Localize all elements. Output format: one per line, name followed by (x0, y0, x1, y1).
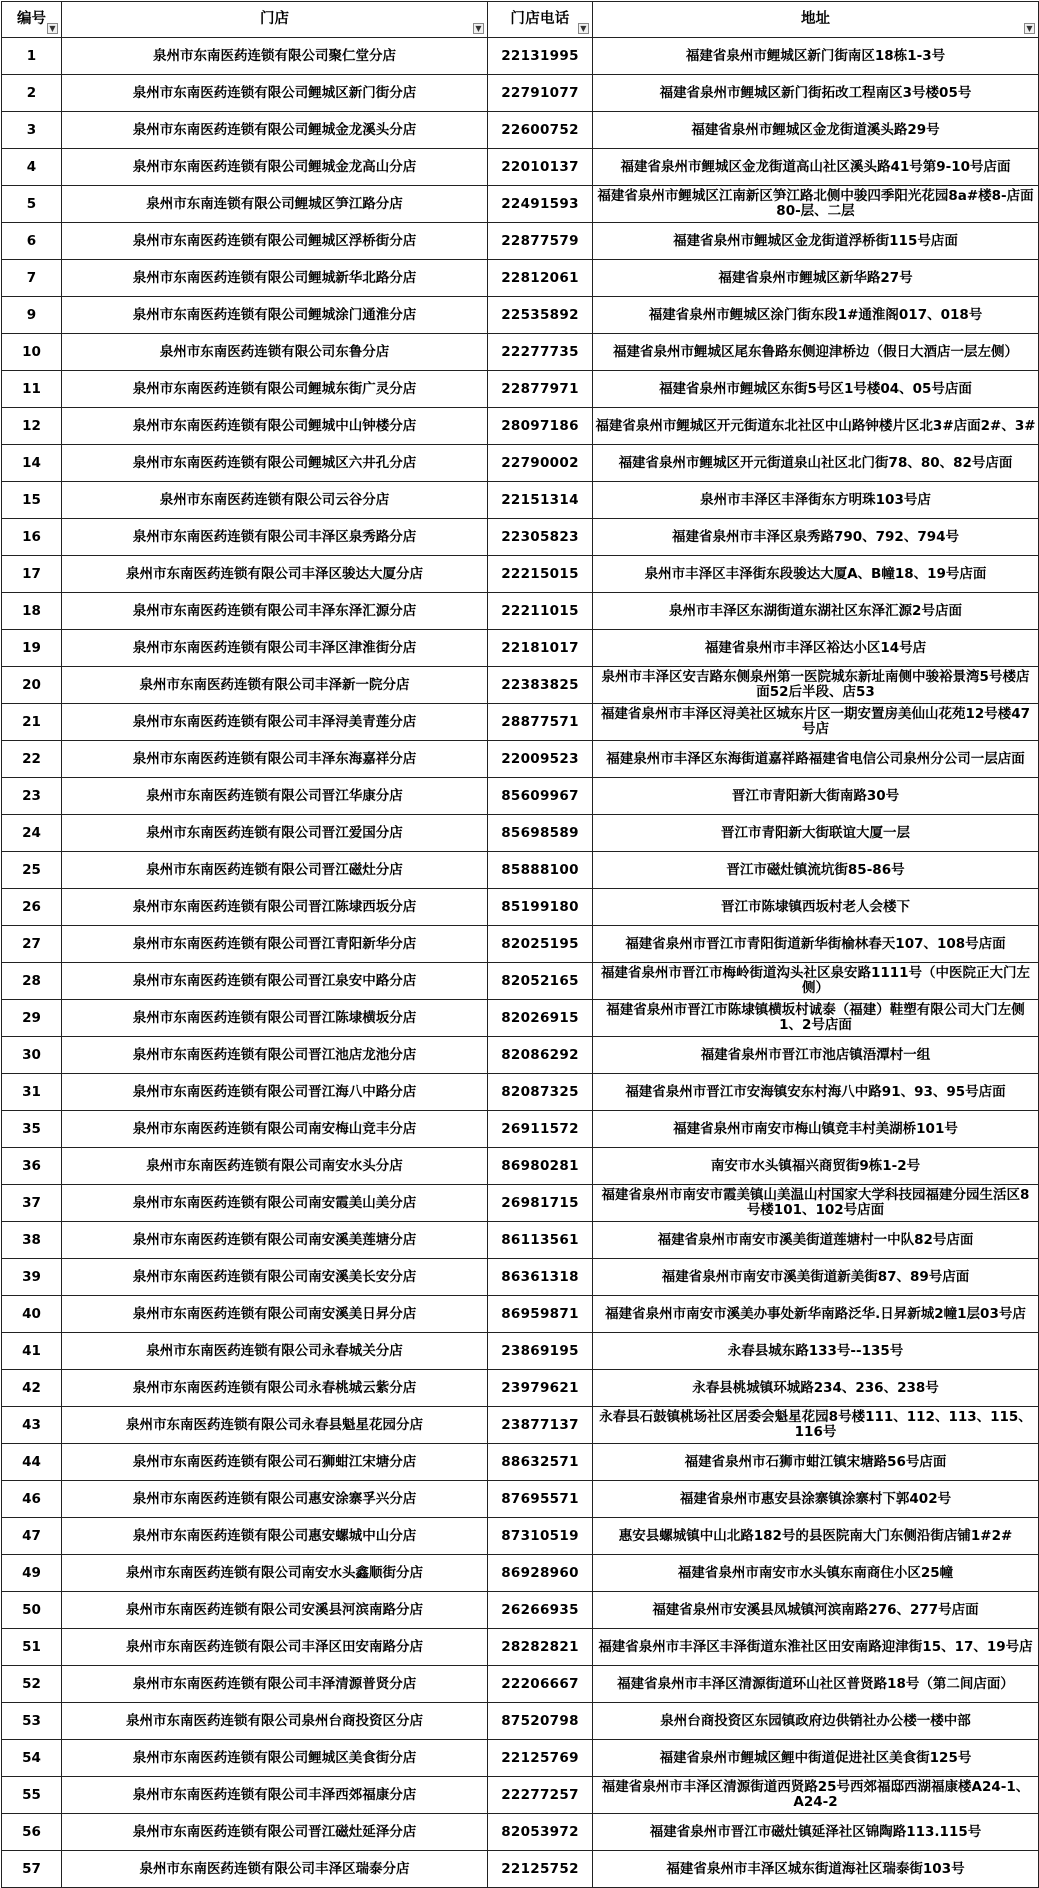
cell-no[interactable]: 24 (2, 815, 62, 852)
column-header-store-label: 门店 (260, 11, 289, 27)
table-row[interactable] (2, 149, 1039, 186)
table-row[interactable] (2, 75, 1039, 112)
cell-no[interactable]: 4 (2, 149, 62, 186)
cell-address[interactable]: 福建省泉州市鲤城区新门街拓改工程南区3号楼05号 (593, 75, 1039, 112)
cell-no[interactable]: 1 (2, 38, 62, 75)
table-row[interactable] (2, 38, 1039, 75)
cell-no[interactable]: 46 (2, 1481, 62, 1518)
cell-phone[interactable]: 26266935 (488, 1592, 593, 1629)
table-row[interactable] (2, 112, 1039, 149)
table-row[interactable] (2, 1518, 1039, 1555)
cell-address[interactable]: 泉州市丰泽区东湖街道东湖社区东泽汇源2号店面 (593, 593, 1039, 630)
table-row[interactable] (2, 1000, 1039, 1037)
cell-store[interactable]: 泉州市东南医药连锁有限公司鲤城金龙高山分店 (62, 149, 488, 186)
cell-store[interactable]: 泉州市东南医药连锁有限公司南安霞美山美分店 (62, 1185, 488, 1222)
table-row[interactable] (2, 1555, 1039, 1592)
cell-address[interactable]: 福建省泉州市丰泽区清源街道西贤路25号西郊福邸西湖福康楼A24-1、A24-2 (593, 1777, 1039, 1814)
cell-phone[interactable]: 82086292 (488, 1037, 593, 1074)
cell-phone[interactable]: 22383825 (488, 667, 593, 704)
cell-store[interactable]: 泉州市东南医药连锁有限公司晋江泉安中路分店 (62, 963, 488, 1000)
table-row[interactable] (2, 815, 1039, 852)
cell-address[interactable]: 永春县桃城镇环城路234、236、238号 (593, 1370, 1039, 1407)
cell-store[interactable]: 泉州市东南医药连锁有限公司南安水头鑫顺街分店 (62, 1555, 488, 1592)
cell-no[interactable]: 22 (2, 741, 62, 778)
cell-no[interactable]: 15 (2, 482, 62, 519)
cell-phone[interactable]: 22600752 (488, 112, 593, 149)
cell-address[interactable]: 晋江市陈埭镇西坂村老人会楼下 (593, 889, 1039, 926)
cell-address[interactable]: 南安市水头镇福兴商贸街9栋1-2号 (593, 1148, 1039, 1185)
cell-store[interactable]: 泉州市东南医药连锁有限公司永春城关分店 (62, 1333, 488, 1370)
cell-address[interactable]: 福建省泉州市南安市溪美街道莲塘村一中队82号店面 (593, 1222, 1039, 1259)
cell-no[interactable]: 27 (2, 926, 62, 963)
cell-phone[interactable]: 22151314 (488, 482, 593, 519)
cell-store[interactable]: 泉州市东南医药连锁有限公司惠安涂寨孚兴分店 (62, 1481, 488, 1518)
cell-address[interactable]: 福建省泉州市惠安县涂寨镇涂寨村下郭402号 (593, 1481, 1039, 1518)
cell-address[interactable]: 永春县石鼓镇桃场社区居委会魁星花园8号楼111、112、113、115、116号 (593, 1407, 1039, 1444)
column-header-address-label: 地址 (801, 11, 830, 27)
cell-store[interactable]: 泉州市东南医药连锁有限公司鲤城区美食街分店 (62, 1740, 488, 1777)
cell-address[interactable]: 福建省泉州市鲤城区新华路27号 (593, 260, 1039, 297)
table-row[interactable] (2, 778, 1039, 815)
table-row[interactable] (2, 334, 1039, 371)
cell-address[interactable]: 晋江市青阳新大街联谊大厦一层 (593, 815, 1039, 852)
cell-no[interactable]: 36 (2, 1148, 62, 1185)
cell-address[interactable]: 福建省泉州市南安市霞美镇山美温山村国家大学科技园福建分园生活区8号楼101、102号店面 (593, 1185, 1039, 1222)
cell-phone[interactable]: 22791077 (488, 75, 593, 112)
cell-store[interactable]: 泉州市东南医药连锁有限公司晋江青阳新华分店 (62, 926, 488, 963)
cell-address[interactable]: 福建省泉州市晋江市陈埭镇横坂村诚泰（福建）鞋塑有限公司大门左侧1、2号店面 (593, 1000, 1039, 1037)
table-row[interactable] (2, 1074, 1039, 1111)
cell-phone[interactable]: 22491593 (488, 186, 593, 223)
table-row[interactable] (2, 1851, 1039, 1888)
table-row[interactable] (2, 1703, 1039, 1740)
cell-phone[interactable]: 22215015 (488, 556, 593, 593)
cell-address[interactable]: 福建省泉州市安溪县凤城镇河滨南路276、277号店面 (593, 1592, 1039, 1629)
cell-store[interactable]: 泉州市东南医药连锁有限公司丰泽区津淮街分店 (62, 630, 488, 667)
cell-store[interactable]: 泉州市东南医药连锁有限公司东鲁分店 (62, 334, 488, 371)
cell-phone[interactable]: 22181017 (488, 630, 593, 667)
cell-no[interactable]: 39 (2, 1259, 62, 1296)
cell-no[interactable]: 18 (2, 593, 62, 630)
cell-no[interactable]: 23 (2, 778, 62, 815)
cell-address[interactable]: 福建省泉州市晋江市安海镇安东村海八中路91、93、95号店面 (593, 1074, 1039, 1111)
table-row[interactable] (2, 1222, 1039, 1259)
cell-phone[interactable]: 22535892 (488, 297, 593, 334)
cell-store[interactable]: 泉州市东南医药连锁有限公司丰泽东海嘉祥分店 (62, 741, 488, 778)
cell-no[interactable]: 49 (2, 1555, 62, 1592)
cell-no[interactable]: 53 (2, 1703, 62, 1740)
cell-phone[interactable]: 22877971 (488, 371, 593, 408)
cell-store[interactable]: 泉州市东南医药连锁有限公司丰泽新一院分店 (62, 667, 488, 704)
column-header-address[interactable] (593, 2, 1039, 38)
cell-no[interactable]: 57 (2, 1851, 62, 1888)
cell-no[interactable]: 11 (2, 371, 62, 408)
cell-no[interactable]: 56 (2, 1814, 62, 1851)
cell-store[interactable]: 泉州市东南医药连锁有限公司永春县魁星花园分店 (62, 1407, 488, 1444)
cell-no[interactable]: 17 (2, 556, 62, 593)
cell-phone[interactable]: 22790002 (488, 445, 593, 482)
cell-phone[interactable]: 86959871 (488, 1296, 593, 1333)
cell-store[interactable]: 泉州市东南医药连锁有限公司安溪县河滨南路分店 (62, 1592, 488, 1629)
cell-address[interactable]: 福建省泉州市鲤城区涂门街东段1#通淮阁017、018号 (593, 297, 1039, 334)
cell-address[interactable]: 福建省泉州市晋江市梅岭街道沟头社区泉安路1111号（中医院正大门左侧） (593, 963, 1039, 1000)
cell-store[interactable]: 泉州市东南医药连锁有限公司晋江爱国分店 (62, 815, 488, 852)
cell-address[interactable]: 福建省泉州市鲤城区金龙街道浮桥街115号店面 (593, 223, 1039, 260)
cell-address[interactable]: 福建泉州市丰泽区东海街道嘉祥路福建省电信公司泉州分公司一层店面 (593, 741, 1039, 778)
cell-address[interactable]: 福建省泉州市鲤城区江南新区笋江路北侧中骏四季阳光花园8a#楼8-店面80-层、二层 (593, 186, 1039, 223)
cell-address[interactable]: 福建省泉州市丰泽区清源街道环山社区普贤路18号（第二间店面） (593, 1666, 1039, 1703)
cell-store[interactable]: 泉州市东南医药连锁有限公司鲤城区新门街分店 (62, 75, 488, 112)
column-header-phone[interactable] (488, 2, 593, 38)
cell-phone[interactable]: 86113561 (488, 1222, 593, 1259)
cell-address[interactable]: 惠安县螺城镇中山北路182号的县医院南大门东侧沿街店铺1#2# (593, 1518, 1039, 1555)
chevron-down-icon[interactable]: ▼ (47, 23, 58, 34)
cell-store[interactable]: 泉州市东南医药连锁有限公司丰泽区骏达大厦分店 (62, 556, 488, 593)
table-row[interactable] (2, 1592, 1039, 1629)
cell-no[interactable]: 12 (2, 408, 62, 445)
cell-phone[interactable]: 87310519 (488, 1518, 593, 1555)
cell-store[interactable]: 泉州市东南医药连锁有限公司鲤城东街广灵分店 (62, 371, 488, 408)
table-row[interactable] (2, 482, 1039, 519)
cell-store[interactable]: 泉州市东南医药连锁有限公司晋江陈埭西坂分店 (62, 889, 488, 926)
cell-address[interactable]: 福建省泉州市丰泽区丰泽街道东淮社区田安南路迎津街15、17、19号店 (593, 1629, 1039, 1666)
cell-store[interactable]: 泉州市东南医药连锁有限公司晋江华康分店 (62, 778, 488, 815)
cell-no[interactable]: 28 (2, 963, 62, 1000)
cell-no[interactable]: 35 (2, 1111, 62, 1148)
cell-phone[interactable]: 85199180 (488, 889, 593, 926)
cell-store[interactable]: 泉州市东南医药连锁有限公司南安溪美莲塘分店 (62, 1222, 488, 1259)
cell-phone[interactable]: 87520798 (488, 1703, 593, 1740)
cell-phone[interactable]: 22305823 (488, 519, 593, 556)
cell-address[interactable]: 福建省泉州市丰泽区裕达小区14号店 (593, 630, 1039, 667)
table-body (2, 38, 1039, 1888)
chevron-down-icon[interactable]: ▼ (473, 23, 484, 34)
cell-phone[interactable]: 82025195 (488, 926, 593, 963)
cell-phone[interactable]: 85609967 (488, 778, 593, 815)
cell-store[interactable]: 泉州市东南医药连锁有限公司永春桃城云紫分店 (62, 1370, 488, 1407)
cell-store[interactable]: 泉州市东南医药连锁有限公司鲤城涂门通淮分店 (62, 297, 488, 334)
cell-phone[interactable]: 82087325 (488, 1074, 593, 1111)
cell-no[interactable]: 10 (2, 334, 62, 371)
column-header-phone-label: 门店电话 (510, 11, 570, 27)
cell-store[interactable]: 泉州市东南医药连锁有限公司丰泽清源普贤分店 (62, 1666, 488, 1703)
cell-no[interactable]: 30 (2, 1037, 62, 1074)
table-row[interactable] (2, 1481, 1039, 1518)
column-header-store[interactable] (62, 2, 488, 38)
table-row[interactable] (2, 963, 1039, 1000)
cell-store[interactable]: 泉州市东南医药连锁有限公司丰泽东泽汇源分店 (62, 593, 488, 630)
table-row[interactable] (2, 371, 1039, 408)
cell-phone[interactable]: 86361318 (488, 1259, 593, 1296)
cell-no[interactable]: 20 (2, 667, 62, 704)
cell-store[interactable]: 泉州市东南医药连锁有限公司泉州台商投资区分店 (62, 1703, 488, 1740)
table-row[interactable] (2, 1370, 1039, 1407)
cell-address[interactable]: 福建省泉州市晋江市池店镇浯潭村一组 (593, 1037, 1039, 1074)
table-row[interactable] (2, 408, 1039, 445)
cell-no[interactable]: 19 (2, 630, 62, 667)
cell-no[interactable]: 44 (2, 1444, 62, 1481)
column-header-no[interactable] (2, 2, 62, 38)
cell-address[interactable]: 福建省泉州市丰泽区浔美社区城东片区一期安置房美仙山花苑12号楼47号店 (593, 704, 1039, 741)
cell-address[interactable]: 泉州台商投资区东园镇政府边供销社办公楼一楼中部 (593, 1703, 1039, 1740)
cell-phone[interactable]: 86980281 (488, 1148, 593, 1185)
cell-phone[interactable]: 23877137 (488, 1407, 593, 1444)
table-row[interactable] (2, 704, 1039, 741)
cell-no[interactable]: 40 (2, 1296, 62, 1333)
cell-phone[interactable]: 85698589 (488, 815, 593, 852)
cell-phone[interactable]: 28097186 (488, 408, 593, 445)
cell-address[interactable]: 泉州市丰泽区安吉路东侧泉州第一医院城东新址南侧中骏裕景湾5号楼店面52后半段、店53 (593, 667, 1039, 704)
cell-no[interactable]: 29 (2, 1000, 62, 1037)
table-row[interactable] (2, 1111, 1039, 1148)
cell-phone[interactable]: 82053972 (488, 1814, 593, 1851)
table-row[interactable] (2, 1037, 1039, 1074)
cell-address[interactable]: 晋江市青阳新大街南路30号 (593, 778, 1039, 815)
table-row[interactable] (2, 519, 1039, 556)
cell-address[interactable]: 福建省泉州市鲤城区尾东鲁路东侧迎津桥边（假日大酒店一层左侧） (593, 334, 1039, 371)
cell-store[interactable]: 泉州市东南医药连锁有限公司惠安螺城中山分店 (62, 1518, 488, 1555)
cell-phone[interactable]: 85888100 (488, 852, 593, 889)
table-row[interactable] (2, 1148, 1039, 1185)
table-row[interactable] (2, 926, 1039, 963)
cell-address[interactable]: 福建省泉州市鲤城区金龙街道高山社区溪头路41号第9-10号店面 (593, 149, 1039, 186)
cell-address[interactable]: 福建省泉州市鲤城区开元街道泉山社区北门街78、80、82号店面 (593, 445, 1039, 482)
table-row[interactable] (2, 556, 1039, 593)
cell-store[interactable]: 泉州市东南医药连锁有限公司石狮蚶江宋塘分店 (62, 1444, 488, 1481)
cell-phone[interactable]: 87695571 (488, 1481, 593, 1518)
table-row[interactable] (2, 1259, 1039, 1296)
cell-address[interactable]: 福建省泉州市南安市水头镇东南商住小区25幢 (593, 1555, 1039, 1592)
table-row[interactable] (2, 1629, 1039, 1666)
table-row[interactable] (2, 741, 1039, 778)
cell-store[interactable]: 泉州市东南医药连锁有限公司鲤城区六井孔分店 (62, 445, 488, 482)
cell-no[interactable]: 26 (2, 889, 62, 926)
cell-phone[interactable]: 22125769 (488, 1740, 593, 1777)
cell-phone[interactable]: 86928960 (488, 1555, 593, 1592)
cell-store[interactable]: 泉州市东南医药连锁有限公司南安水头分店 (62, 1148, 488, 1185)
cell-store[interactable]: 泉州市东南医药连锁有限公司晋江磁灶分店 (62, 852, 488, 889)
cell-store[interactable]: 泉州市东南连锁有限公司鲤城区笋江路分店 (62, 186, 488, 223)
cell-store[interactable]: 泉州市东南医药连锁有限公司晋江海八中路分店 (62, 1074, 488, 1111)
cell-address[interactable]: 泉州市丰泽区丰泽街东方明珠103号店 (593, 482, 1039, 519)
cell-phone[interactable]: 28282821 (488, 1629, 593, 1666)
cell-no[interactable]: 5 (2, 186, 62, 223)
cell-address[interactable]: 福建省泉州市丰泽区城东街道海社区瑞泰街103号 (593, 1851, 1039, 1888)
cell-address[interactable]: 福建省泉州市南安市梅山镇竞丰村美湖桥101号 (593, 1111, 1039, 1148)
cell-no[interactable]: 42 (2, 1370, 62, 1407)
cell-no[interactable]: 7 (2, 260, 62, 297)
table-row[interactable] (2, 1333, 1039, 1370)
table-row[interactable] (2, 1777, 1039, 1814)
cell-store[interactable]: 泉州市东南医药连锁有限公司晋江磁灶延泽分店 (62, 1814, 488, 1851)
cell-store[interactable]: 泉州市东南医药连锁有限公司南安溪美日昇分店 (62, 1296, 488, 1333)
cell-phone[interactable]: 23979621 (488, 1370, 593, 1407)
table-row[interactable] (2, 1444, 1039, 1481)
cell-store[interactable]: 泉州市东南医药连锁有限公司鲤城中山钟楼分店 (62, 408, 488, 445)
cell-store[interactable]: 泉州市东南医药连锁有限公司鲤城金龙溪头分店 (62, 112, 488, 149)
column-header-no-label: 编号 (17, 11, 46, 27)
table-row[interactable] (2, 297, 1039, 334)
cell-no[interactable]: 50 (2, 1592, 62, 1629)
cell-address[interactable]: 福建省泉州市鲤城区东街5号区1号楼04、05号店面 (593, 371, 1039, 408)
cell-store[interactable]: 泉州市东南医药连锁有限公司晋江陈埭横坂分店 (62, 1000, 488, 1037)
table-row[interactable] (2, 1296, 1039, 1333)
cell-phone[interactable]: 22009523 (488, 741, 593, 778)
cell-phone[interactable]: 22812061 (488, 260, 593, 297)
cell-address[interactable]: 福建省泉州市晋江市磁灶镇延泽社区锦陶路113.115号 (593, 1814, 1039, 1851)
cell-phone[interactable]: 26981715 (488, 1185, 593, 1222)
cell-phone[interactable]: 82026915 (488, 1000, 593, 1037)
cell-no[interactable]: 38 (2, 1222, 62, 1259)
cell-store[interactable]: 泉州市东南医药连锁有限公司鲤城新华北路分店 (62, 260, 488, 297)
cell-store[interactable]: 泉州市东南医药连锁有限公司云谷分店 (62, 482, 488, 519)
cell-phone[interactable]: 82052165 (488, 963, 593, 1000)
cell-store[interactable]: 泉州市东南医药连锁有限公司丰泽区瑞泰分店 (62, 1851, 488, 1888)
cell-address[interactable]: 福建省泉州市丰泽区泉秀路790、792、794号 (593, 519, 1039, 556)
cell-address[interactable]: 福建省泉州市鲤城区新门街南区18栋1-3号 (593, 38, 1039, 75)
cell-phone[interactable]: 22206667 (488, 1666, 593, 1703)
cell-store[interactable]: 泉州市东南医药连锁有限公司鲤城区浮桥街分店 (62, 223, 488, 260)
cell-phone[interactable]: 22877579 (488, 223, 593, 260)
cell-no[interactable]: 31 (2, 1074, 62, 1111)
chevron-down-icon[interactable]: ▼ (1024, 23, 1035, 34)
table-row[interactable] (2, 445, 1039, 482)
cell-phone[interactable]: 26911572 (488, 1111, 593, 1148)
cell-phone[interactable]: 23869195 (488, 1333, 593, 1370)
cell-address[interactable]: 福建省泉州市鲤城区鲤中街道促进社区美食街125号 (593, 1740, 1039, 1777)
cell-phone[interactable]: 22131995 (488, 38, 593, 75)
cell-store[interactable]: 泉州市东南医药连锁有限公司南安梅山竞丰分店 (62, 1111, 488, 1148)
table-row[interactable] (2, 1666, 1039, 1703)
cell-phone[interactable]: 22211015 (488, 593, 593, 630)
cell-no[interactable]: 37 (2, 1185, 62, 1222)
table-row[interactable] (2, 260, 1039, 297)
cell-store[interactable]: 泉州市东南医药连锁有限公司丰泽区泉秀路分店 (62, 519, 488, 556)
cell-phone[interactable]: 22010137 (488, 149, 593, 186)
table-row[interactable] (2, 1740, 1039, 1777)
cell-store[interactable]: 泉州市东南医药连锁有限公司丰泽西郊福康分店 (62, 1777, 488, 1814)
cell-phone[interactable]: 22277735 (488, 334, 593, 371)
cell-no[interactable]: 47 (2, 1518, 62, 1555)
cell-address[interactable]: 福建省泉州市鲤城区开元街道东北社区中山路钟楼片区北3#店面2#、3# (593, 408, 1039, 445)
cell-phone[interactable]: 22125752 (488, 1851, 593, 1888)
chevron-down-icon[interactable]: ▼ (578, 23, 589, 34)
header-row (2, 2, 1039, 38)
table-row[interactable] (2, 223, 1039, 260)
cell-no[interactable]: 16 (2, 519, 62, 556)
cell-address[interactable]: 福建省泉州市石狮市蚶江镇宋塘路56号店面 (593, 1444, 1039, 1481)
cell-no[interactable]: 41 (2, 1333, 62, 1370)
cell-address[interactable]: 福建省泉州市晋江市青阳街道新华街榆林春天107、108号店面 (593, 926, 1039, 963)
cell-store[interactable]: 泉州市东南医药连锁有限公司南安溪美长安分店 (62, 1259, 488, 1296)
cell-no[interactable]: 6 (2, 223, 62, 260)
cell-address[interactable]: 永春县城东路133号--135号 (593, 1333, 1039, 1370)
cell-address[interactable]: 福建省泉州市鲤城区金龙街道溪头路29号 (593, 112, 1039, 149)
table-row[interactable] (2, 630, 1039, 667)
table-row[interactable] (2, 1185, 1039, 1222)
cell-no[interactable]: 43 (2, 1407, 62, 1444)
cell-no[interactable]: 25 (2, 852, 62, 889)
table-row[interactable] (2, 667, 1039, 704)
table-row[interactable] (2, 1407, 1039, 1444)
cell-phone[interactable]: 28877571 (488, 704, 593, 741)
cell-no[interactable]: 54 (2, 1740, 62, 1777)
cell-address[interactable]: 泉州市丰泽区丰泽街东段骏达大厦A、B幢18、19号店面 (593, 556, 1039, 593)
table-row[interactable] (2, 593, 1039, 630)
cell-store[interactable]: 泉州市东南医药连锁有限公司丰泽区田安南路分店 (62, 1629, 488, 1666)
cell-no[interactable]: 55 (2, 1777, 62, 1814)
cell-no[interactable]: 21 (2, 704, 62, 741)
cell-no[interactable]: 52 (2, 1666, 62, 1703)
cell-no[interactable]: 14 (2, 445, 62, 482)
cell-phone[interactable]: 88632571 (488, 1444, 593, 1481)
cell-no[interactable]: 9 (2, 297, 62, 334)
table-row[interactable] (2, 186, 1039, 223)
cell-address[interactable]: 晋江市磁灶镇流坑街85-86号 (593, 852, 1039, 889)
cell-address[interactable]: 福建省泉州市南安市溪美办事处新华南路泛华.日昇新城2幢1层03号店 (593, 1296, 1039, 1333)
cell-no[interactable]: 2 (2, 75, 62, 112)
cell-store[interactable]: 泉州市东南医药连锁有限公司晋江池店龙池分店 (62, 1037, 488, 1074)
cell-no[interactable]: 3 (2, 112, 62, 149)
table-row[interactable] (2, 1814, 1039, 1851)
cell-phone[interactable]: 22277257 (488, 1777, 593, 1814)
table-row[interactable] (2, 889, 1039, 926)
cell-store[interactable]: 泉州市东南医药连锁有限公司聚仁堂分店 (62, 38, 488, 75)
cell-store[interactable]: 泉州市东南医药连锁有限公司丰泽浔美青莲分店 (62, 704, 488, 741)
table-row[interactable] (2, 852, 1039, 889)
cell-address[interactable]: 福建省泉州市南安市溪美街道新美街87、89号店面 (593, 1259, 1039, 1296)
cell-no[interactable]: 51 (2, 1629, 62, 1666)
store-table (1, 1, 1039, 1888)
